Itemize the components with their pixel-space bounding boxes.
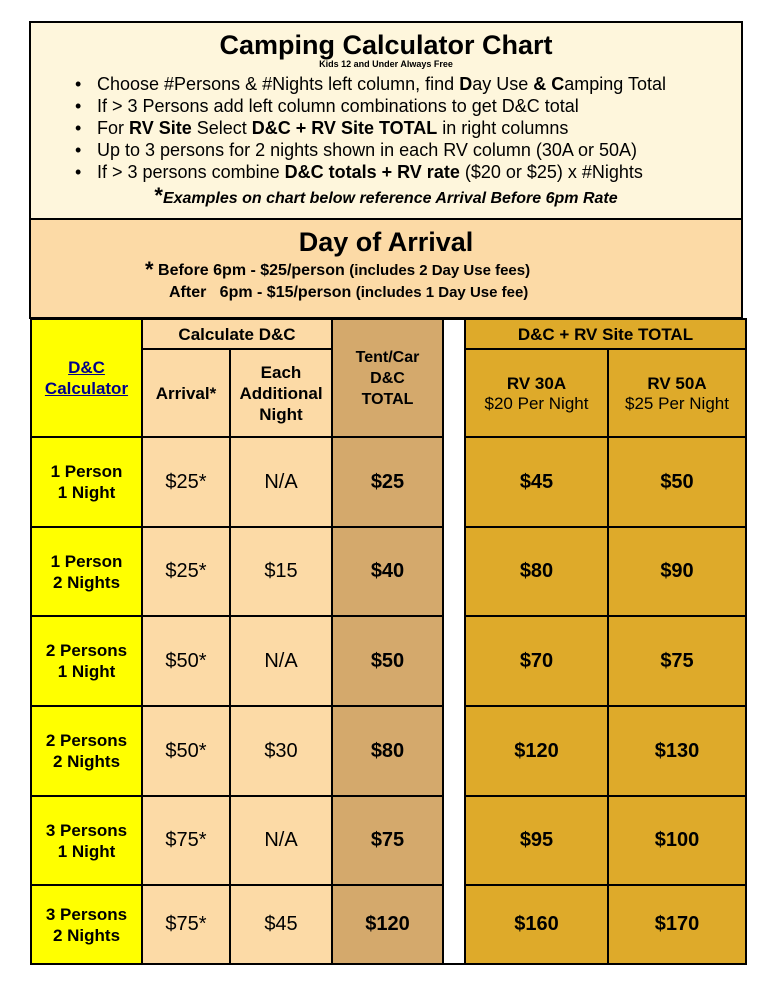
table-row: [31, 527, 746, 616]
arrival-value: $75*: [142, 796, 230, 885]
rv50-total-value: $90: [608, 527, 746, 616]
instructions-list: [31, 73, 741, 183]
rv50-total-value: $75: [608, 616, 746, 706]
rv50-total-value: $50: [608, 437, 746, 527]
additional-night-value: $45: [230, 885, 332, 964]
rv30-total-value: $70: [465, 616, 608, 706]
bullet-icon: •: [75, 162, 82, 182]
kids-free-note: Kids 12 and Under Always Free: [319, 59, 453, 69]
arrival-value: $50*: [142, 616, 230, 706]
rv50-header: RV 50A $25 Per Night: [608, 349, 746, 437]
header-row-top: [31, 319, 746, 349]
row-label: 3 Persons 1 Night: [31, 796, 142, 885]
asterisk: *: [154, 183, 163, 208]
row-label: 2 Persons 1 Night: [31, 616, 142, 706]
row-label: 1 Person 2 Nights: [31, 527, 142, 616]
dc-calculator-header: [31, 319, 142, 437]
arrival-value: $50*: [142, 706, 230, 796]
page-title: Camping Calculator Chart: [219, 30, 553, 60]
rv30-total-value: $95: [465, 796, 608, 885]
row-label: 2 Persons 2 Nights: [31, 706, 142, 796]
instruction-4: • Up to 3 persons for 2 nights shown in each RV column (30A or 50A): [75, 140, 637, 160]
tent-total-value: $75: [332, 796, 443, 885]
row-label: 1 Person 1 Night: [31, 437, 142, 527]
additional-night-value: $15: [230, 527, 332, 616]
arrival-value: $75*: [142, 885, 230, 964]
rv30-total-value: $45: [465, 437, 608, 527]
each-additional-night-header: Each Additional Night: [230, 349, 332, 437]
arrival-title: Day of Arrival: [298, 227, 474, 257]
bullet-icon: •: [75, 140, 82, 160]
asterisk: *: [145, 257, 154, 282]
column-spacer: [443, 319, 465, 964]
rv30-total-value: $160: [465, 885, 608, 964]
bullet-icon: •: [75, 74, 82, 94]
additional-night-value: N/A: [230, 437, 332, 527]
arrival-value: $25*: [142, 437, 230, 527]
instruction-3: • For RV Site Select D&C + RV Site TOTAL in right columns: [75, 118, 569, 138]
tent-total-value: $80: [332, 706, 443, 796]
additional-night-value: $30: [230, 706, 332, 796]
arrival-value: $25*: [142, 527, 230, 616]
additional-night-value: N/A: [230, 796, 332, 885]
tent-total-value: $120: [332, 885, 443, 964]
table-row: [31, 706, 746, 796]
rv50-total-value: $130: [608, 706, 746, 796]
instruction-1: • Choose #Persons & #Nights left column, find Day Use & Camping Total: [75, 74, 666, 94]
tent-car-header: Tent/Car D&C TOTAL: [332, 319, 443, 437]
bullet-icon: •: [75, 118, 82, 138]
tent-total-value: $40: [332, 527, 443, 616]
arrival-column-header: Arrival*: [142, 349, 230, 437]
row-label: 3 Persons 2 Nights: [31, 885, 142, 964]
dc-calculator-link[interactable]: D&C Calculator: [44, 358, 129, 398]
bullet-icon: •: [75, 96, 82, 116]
after-6pm-rate: After 6pm - $15/person (includes 1 Day Use fee): [169, 284, 529, 301]
rv30-total-value: $80: [465, 527, 608, 616]
tent-total-value: $50: [332, 616, 443, 706]
instructions-panel: [29, 21, 743, 220]
rv50-total-value: $170: [608, 885, 746, 964]
additional-night-value: N/A: [230, 616, 332, 706]
tent-total-value: $25: [332, 437, 443, 527]
before-6pm-rate: * Before 6pm - $25/person (includes 2 Day Use fees): [145, 257, 531, 282]
calculate-dc-header: Calculate D&C: [142, 319, 332, 349]
example-note: *Examples on chart below reference Arrival Before 6pm Rate: [154, 183, 618, 208]
table-row: [31, 616, 746, 706]
rv-total-header: D&C + RV Site TOTAL: [465, 319, 746, 349]
calculator-table: [30, 318, 747, 965]
instruction-2: • If > 3 Persons add left column combinations to get D&C total: [75, 96, 579, 116]
rv30-total-value: $120: [465, 706, 608, 796]
table-row: [31, 437, 746, 527]
table-row: [31, 796, 746, 885]
table-row: [31, 885, 746, 964]
rv30-header: RV 30A $20 Per Night: [465, 349, 608, 437]
instruction-5: • If > 3 persons combine D&C totals + RV rate ($20 or $25) x #Nights: [75, 162, 643, 182]
rv50-total-value: $100: [608, 796, 746, 885]
arrival-panel: [29, 220, 743, 319]
